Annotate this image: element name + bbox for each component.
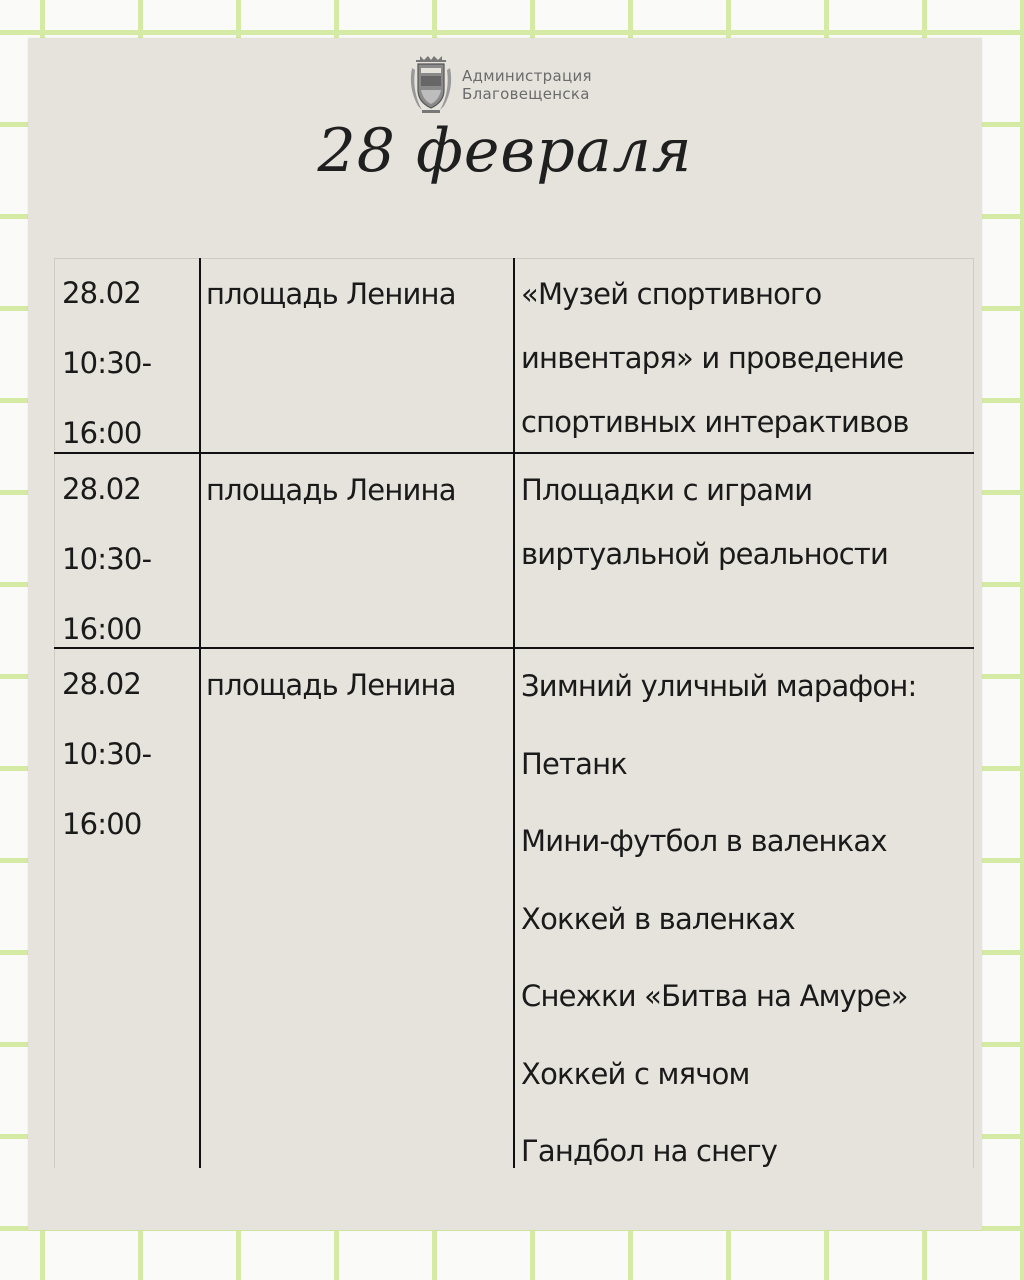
table-row-1-event	[521, 262, 909, 454]
event-line: Мини-футбол в валенках	[521, 824, 887, 858]
schedule-card	[28, 38, 982, 1230]
row-time-end: 16:00	[62, 416, 142, 450]
table-right-border	[973, 258, 974, 1168]
row-date: 28.02	[62, 472, 142, 506]
row-time-start: 10:30-	[62, 346, 152, 380]
table-row-3-event	[521, 648, 917, 1191]
column-divider-1	[199, 258, 201, 1168]
event-line: Снежки «Битва на Амуре»	[521, 979, 908, 1013]
event-line: Зимний уличный марафон:	[521, 669, 917, 703]
event-line: спортивных интерактивов	[521, 405, 909, 439]
table-row-2-datetime	[62, 454, 151, 664]
column-divider-2	[513, 258, 515, 1168]
table-row-1-datetime	[62, 258, 151, 468]
table-row-3-datetime	[62, 649, 151, 859]
row-time-start: 10:30-	[62, 737, 152, 771]
event-line: Хоккей с мячом	[521, 1056, 750, 1091]
table-row-2-event	[521, 458, 888, 586]
event-line: Гандбол на снегу	[521, 1134, 778, 1168]
event-line: Площадки с играми	[521, 473, 813, 507]
event-line: «Музей спортивного	[521, 277, 822, 311]
event-line: виртуальной реальности	[521, 537, 889, 571]
administration-logo	[408, 54, 592, 116]
event-line: Хоккей в валенках	[521, 901, 795, 936]
event-line: инвентаря» и проведение	[521, 341, 904, 375]
coat-of-arms-icon	[408, 54, 454, 116]
event-line: Петанк	[521, 746, 627, 781]
row-date: 28.02	[62, 276, 142, 310]
row-time-end: 16:00	[62, 807, 142, 841]
table-left-border	[54, 258, 55, 1168]
row-place: площадь Ленина	[206, 473, 456, 507]
row-place: площадь Ленина	[206, 668, 456, 702]
logo-line-1: Администрация	[462, 67, 592, 85]
page-title: 28 февраля	[317, 116, 693, 186]
row-time-end: 16:00	[62, 612, 142, 646]
row-time-start: 10:30-	[62, 542, 152, 576]
row-place: площадь Ленина	[206, 277, 456, 311]
logo-line-2: Благовещенска	[462, 85, 590, 103]
row-date: 28.02	[62, 667, 142, 701]
